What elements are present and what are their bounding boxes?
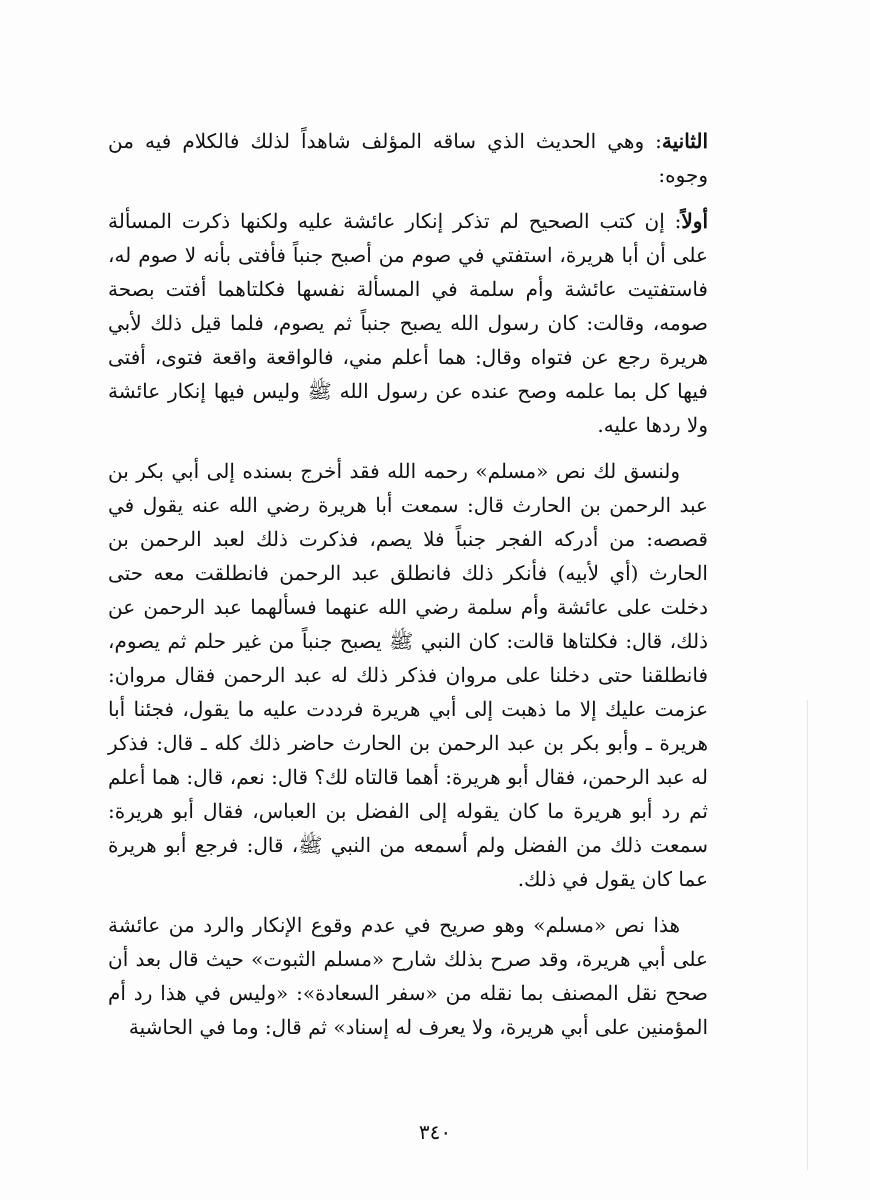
paragraph-lead: الثانية	[661, 129, 708, 153]
page-number: ٣٤٠	[418, 1120, 452, 1144]
paragraph-lead: أولاً	[681, 209, 708, 233]
paragraph-first-point	[108, 204, 708, 442]
paragraph-second	[108, 124, 708, 192]
paragraph-text: هذا نص «مسلم» وهو صريح في عدم وقوع الإنكار والرد من عائشة على أبي هريرة، وقد صرح بذلك شارح «مسلم الثبوت» حيث قال بعد أن صحح نقل المصنف بما نقله من «سفر السعادة»: «وليس في هذا رد أم المؤمنين على أبي هريرة، ولا يعرف له إسناد» ثم قال: وما في الحاشية	[108, 913, 708, 1039]
paragraph-text: : وهي الحديث الذي ساقه المؤلف شاهداً لذلك فالكلام فيه من وجوه:	[108, 129, 708, 187]
paragraph-muslim-text	[108, 454, 708, 896]
paragraph-text: ولنسق لك نص «مسلم» رحمه الله فقد أخرج بسنده إلى أبي بكر بن عبد الرحمن بن الحارث قال: سمعت أبا هريرة رضي الله عنه يقول في قصصه: من أدركه الفجر جنباً فلا يصم، فذكرت ذلك لعبد الرحمن بن الحارث (أي لأبيه) فأنكر ذلك فانطلق عبد الرحمن فانطلقت معه حتى دخلت على عائشة وأم سلمة رضي الله عنهما فسألهما عبد الرحمن عن ذلك، قال: فكلتاها قالت: كان النبي ﷺ يصبح جنباً من غير حلم ثم يصوم، فانطلقنا حتى دخلنا على مروان فذكر ذلك له عبد الرحمن فقال مروان: عزمت عليك إلا ما ذهبت إلى أبي هريرة فرددت عليه ما يقول، فجئنا أبا هريرة ـ وأبو بكر بن عبد الرحمن بن الحارث حاضر ذلك كله ـ قال: فذكر له عبد الرحمن، فقال أبو هريرة: أهما قالتاه لك؟ قال: نعم، قال: هما أعلم ثم رد أبو هريرة ما كان يقوله إلى الفضل بن العباس، فقال أبو هريرة: سمعت ذلك من الفضل ولم أسمعه من النبي ﷺ، قال: فرجع أبو هريرة عما كان يقول في ذلك.	[108, 459, 708, 891]
paragraph-text: : إن كتب الصحيح لم تذكر إنكار عائشة عليه ولكنها ذكرت المسألة على أن أبا هريرة، استفتي في صوم من أصبح جنباً فأفتى بأنه لا صوم له، فاستفتيت عائشة وأم سلمة في المسألة نفسها فكلتاهما أفتت بصحة صومه، وقالت: كان رسول الله يصبح جنباً ثم يصوم، فلما قيل ذلك لأبي هريرة رجع عن فتواه وقال: هما أعلم مني، فالواقعة واقعة فتوى، أفتى فيها كل بما علمه وصح عنده عن رسول الله ﷺ وليس فيها إنكار عائشة ولا ردها عليه.	[108, 209, 708, 437]
page-edge-shadow	[807, 700, 808, 1170]
paragraph-conclusion	[108, 908, 708, 1044]
body-text	[108, 124, 708, 1056]
